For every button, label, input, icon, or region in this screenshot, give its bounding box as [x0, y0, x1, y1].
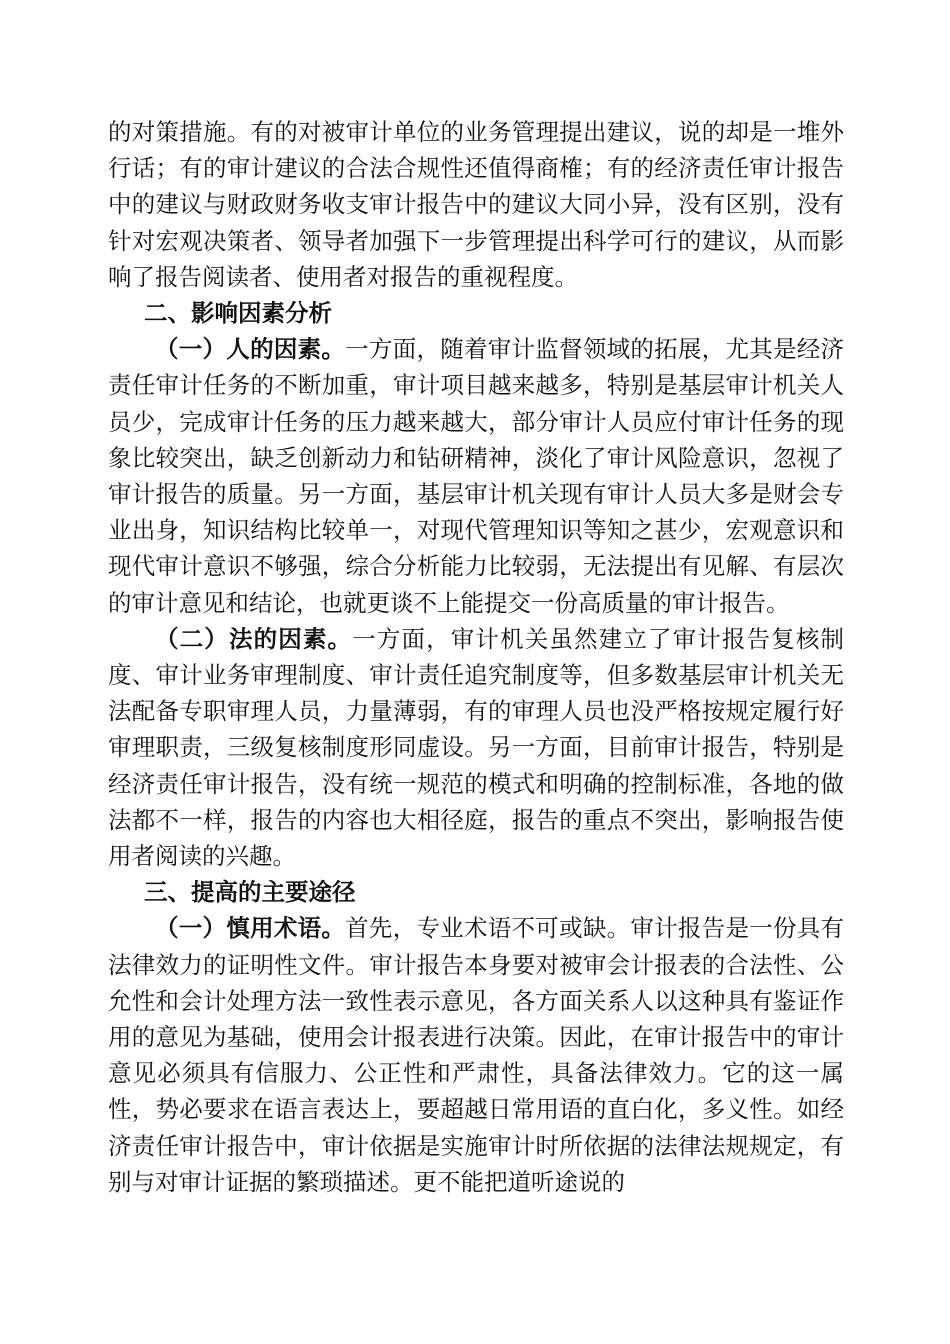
paragraph-lead-legal-factor: （二）法的因素。	[155, 624, 353, 653]
paragraph-text-legal-factor: 一方面，审计机关虽然建立了审计报告复核制度、审计业务审理制度、审计责任追究制度等，但多数基层审计机关无法配备专职审理人员，力量薄弱，有的审理人员也没严格按规定履行好审理职责，三级复核制度形同虚设。另一方面，目前审计报告，特别是经济责任审计报告，没有统一规范的模式和明确的控制标准，各地的做法都不一样，报告的内容也大相径庭，报告的重点不突出，影响报告使用者阅读的兴趣。	[108, 624, 845, 871]
section-heading-3: 三、提高的主要途径	[144, 878, 356, 907]
paragraph-lead-terminology: （一）慎用术语。	[155, 914, 346, 943]
section-heading-2: 二、影响因素分析	[144, 299, 332, 328]
paragraph-text-terminology: 首先，专业术语不可或缺。审计报告是一份具有法律效力的证明性文件。审计报告本身要对被审会计报表的合法性、公允性和会计处理方法一致性表示意见，各方面关系人以这种具有鉴证作用的意见为基础，使用会计报表进行决策。因此，在审计报告中的审计意见必须具有信服力、公正性和严肃性，具备法律效力。它的这一属性，势必要求在语言表达上，要超越日常用语的直白化，多义性。如经济责任审计报告中，审计依据是实施审计时所依据的法律法规规定，有别与对审计证据的繁琐描述。更不能把道听途说的	[108, 914, 845, 1196]
paragraph-legal-factor	[108, 621, 844, 874]
paragraph-text-human-factor: 一方面，随着审计监督领域的拓展，尤其是经济责任审计任务的不断加重，审计项目越来越多，特别是基层审计机关人员少，完成审计任务的压力越来越大，部分审计人员应付审计任务的现象比较突出，缺乏创新动力和钻研精神，淡化了审计风险意识，忽视了审计报告的质量。另一方面，基层审计机关现有审计人员大多是财会专业出身，知识结构比较单一，对现代管理知识等知之甚少，宏观意识和现代审计意识不够强，综合分析能力比较弱，无法提出有见解、有层次的审计意见和结论，也就更谈不上能提交一份高质量的审计报告。	[108, 335, 845, 617]
paragraph-lead-human-factor: （一）人的因素。	[155, 335, 346, 364]
paragraph-human-factor	[108, 331, 844, 621]
paragraph-continuation: 的对策措施。有的对被审计单位的业务管理提出建议，说的却是一堆外行话；有的审计建议的合法合规性还值得商榷；有的经济责任审计报告中的建议与财政财务收支审计报告中的建议大同小异，没有区别，没有针对宏观决策者、领导者加强下一步管理提出科学可行的建议，从而影响了报告阅读者、使用者对报告的重视程度。	[108, 118, 844, 291]
document-body	[108, 114, 844, 1200]
paragraph-terminology	[108, 910, 844, 1200]
